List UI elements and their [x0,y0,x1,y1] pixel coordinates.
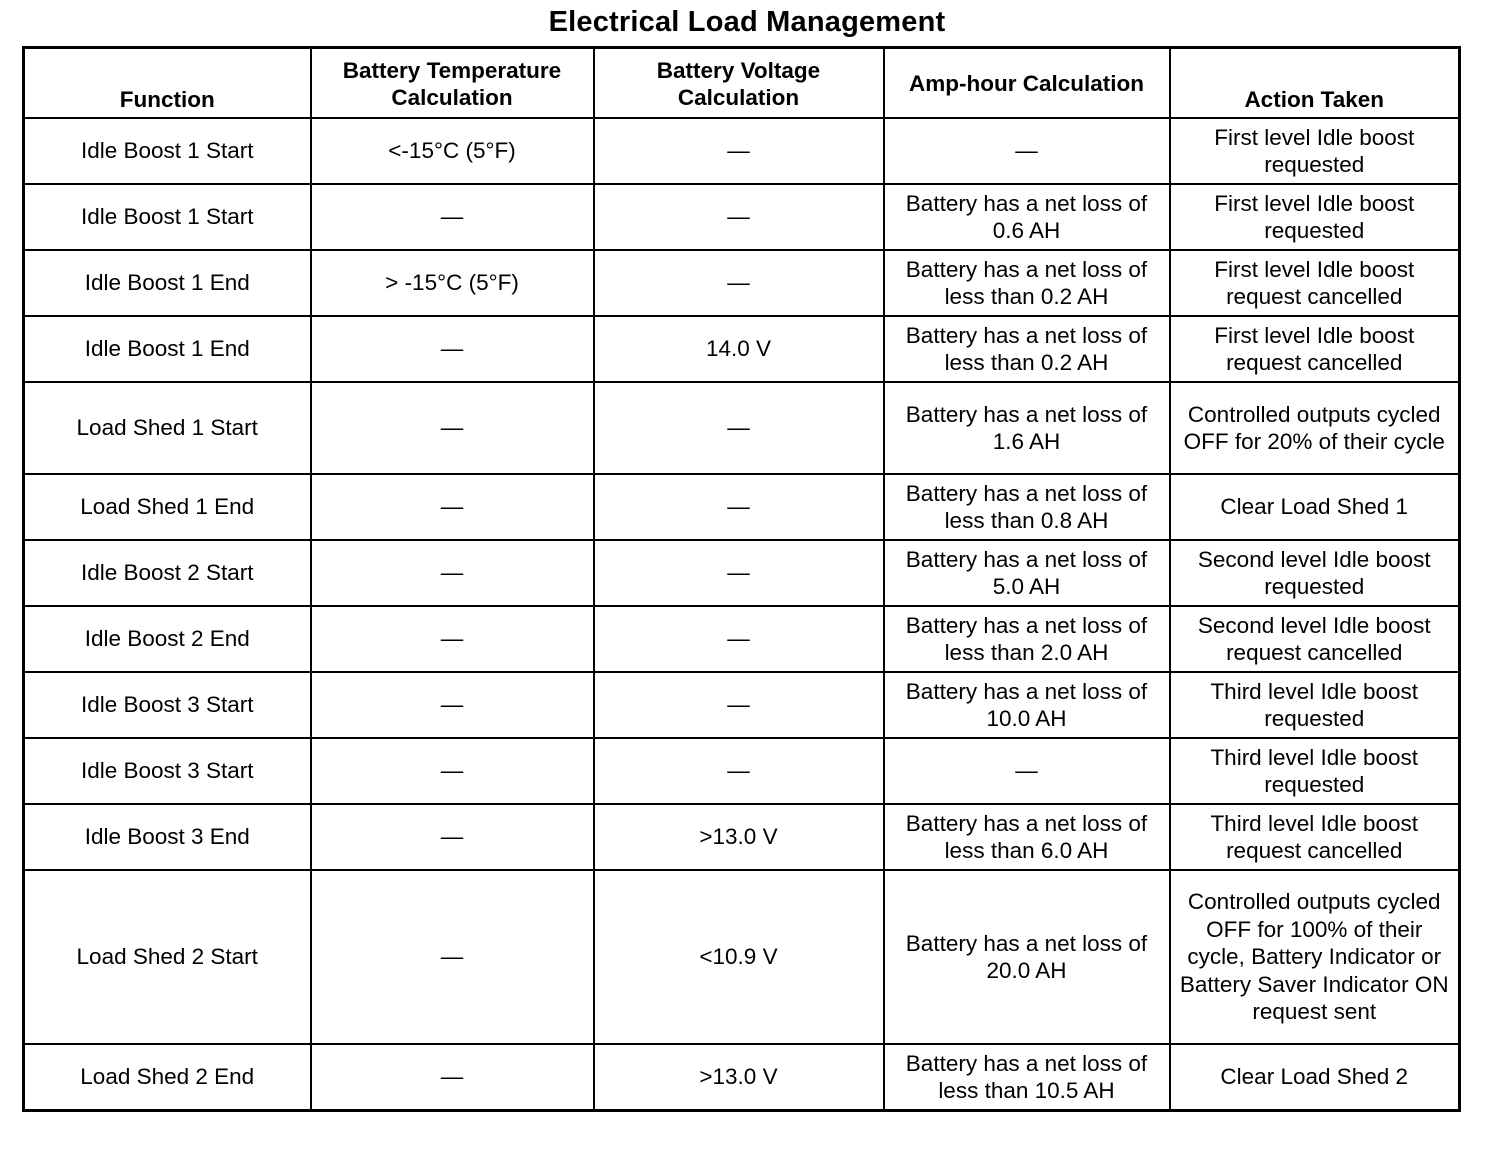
table-row [24,250,1460,316]
table-row [24,870,1460,1044]
cell-function: Idle Boost 3 Start [24,738,311,804]
cell-function: Load Shed 2 End [24,1044,311,1111]
header-function: Function [24,48,311,119]
cell-battery-temperature: — [311,672,594,738]
cell-amp-hour: Battery has a net loss of 1.6 AH [884,382,1170,474]
cell-function: Idle Boost 1 End [24,316,311,382]
cell-function: Load Shed 1 End [24,474,311,540]
cell-amp-hour: Battery has a net loss of 5.0 AH [884,540,1170,606]
cell-action-taken: First level Idle boost requested [1170,118,1460,184]
cell-battery-voltage: >13.0 V [594,804,884,870]
cell-battery-voltage: — [594,118,884,184]
cell-function: Idle Boost 1 Start [24,184,311,250]
cell-battery-temperature: — [311,1044,594,1111]
table-row [24,1044,1460,1111]
cell-battery-temperature: — [311,870,594,1044]
cell-function: Idle Boost 3 Start [24,672,311,738]
table-body [24,118,1460,1111]
cell-amp-hour: — [884,738,1170,804]
table-row [24,606,1460,672]
cell-action-taken: Third level Idle boost request cancelled [1170,804,1460,870]
cell-battery-voltage: — [594,382,884,474]
cell-function: Idle Boost 1 Start [24,118,311,184]
header-action-taken: Action Taken [1170,48,1460,119]
cell-battery-voltage: — [594,738,884,804]
cell-battery-temperature: <-15°C (5°F) [311,118,594,184]
cell-amp-hour: Battery has a net loss of 20.0 AH [884,870,1170,1044]
cell-battery-temperature: — [311,804,594,870]
cell-battery-voltage: <10.9 V [594,870,884,1044]
cell-function: Load Shed 2 Start [24,870,311,1044]
cell-amp-hour: Battery has a net loss of less than 6.0 AH [884,804,1170,870]
cell-function: Idle Boost 1 End [24,250,311,316]
cell-battery-voltage: >13.0 V [594,1044,884,1111]
cell-amp-hour: — [884,118,1170,184]
cell-battery-voltage: 14.0 V [594,316,884,382]
cell-battery-temperature: — [311,606,594,672]
cell-action-taken: Third level Idle boost requested [1170,738,1460,804]
cell-action-taken: Second level Idle boost request cancelled [1170,606,1460,672]
cell-function: Idle Boost 3 End [24,804,311,870]
electrical-load-table [22,46,1461,1112]
cell-function: Load Shed 1 Start [24,382,311,474]
cell-action-taken: Controlled outputs cycled OFF for 20% of their cycle [1170,382,1460,474]
header-row [24,48,1460,119]
cell-battery-temperature: — [311,540,594,606]
cell-action-taken: First level Idle boost request cancelled [1170,316,1460,382]
cell-battery-temperature: — [311,316,594,382]
cell-function: Idle Boost 2 End [24,606,311,672]
table-row [24,184,1460,250]
table-row [24,118,1460,184]
header-battery-temperature: Battery Temperature Calculation [311,48,594,119]
cell-amp-hour: Battery has a net loss of less than 0.8 AH [884,474,1170,540]
cell-action-taken: Clear Load Shed 2 [1170,1044,1460,1111]
table-row [24,382,1460,474]
cell-battery-voltage: — [594,250,884,316]
cell-amp-hour: Battery has a net loss of less than 0.2 AH [884,250,1170,316]
table-title: Electrical Load Management [548,6,946,38]
cell-amp-hour: Battery has a net loss of 10.0 AH [884,672,1170,738]
table-row [24,672,1460,738]
cell-battery-temperature: > -15°C (5°F) [311,250,594,316]
header-battery-voltage: Battery Voltage Calculation [594,48,884,119]
cell-battery-temperature: — [311,474,594,540]
cell-battery-temperature: — [311,382,594,474]
table-row [24,316,1460,382]
cell-battery-voltage: — [594,606,884,672]
table-row [24,540,1460,606]
cell-function: Idle Boost 2 Start [24,540,311,606]
cell-battery-voltage: — [594,474,884,540]
cell-battery-temperature: — [311,738,594,804]
cell-action-taken: Controlled outputs cycled OFF for 100% of their cycle, Battery Indicator or Battery Saver Indicator ON request sent [1170,870,1460,1044]
cell-action-taken: First level Idle boost request cancelled [1170,250,1460,316]
cell-battery-voltage: — [594,540,884,606]
cell-amp-hour: Battery has a net loss of less than 0.2 AH [884,316,1170,382]
cell-battery-voltage: — [594,184,884,250]
cell-action-taken: Third level Idle boost requested [1170,672,1460,738]
cell-battery-voltage: — [594,672,884,738]
cell-amp-hour: Battery has a net loss of less than 10.5 AH [884,1044,1170,1111]
cell-amp-hour: Battery has a net loss of less than 2.0 AH [884,606,1170,672]
table-row [24,738,1460,804]
table-row [24,474,1460,540]
cell-action-taken: First level Idle boost requested [1170,184,1460,250]
cell-amp-hour: Battery has a net loss of 0.6 AH [884,184,1170,250]
header-amp-hour: Amp-hour Calculation [884,48,1170,119]
table-row [24,804,1460,870]
cell-action-taken: Clear Load Shed 1 [1170,474,1460,540]
cell-action-taken: Second level Idle boost requested [1170,540,1460,606]
cell-battery-temperature: — [311,184,594,250]
